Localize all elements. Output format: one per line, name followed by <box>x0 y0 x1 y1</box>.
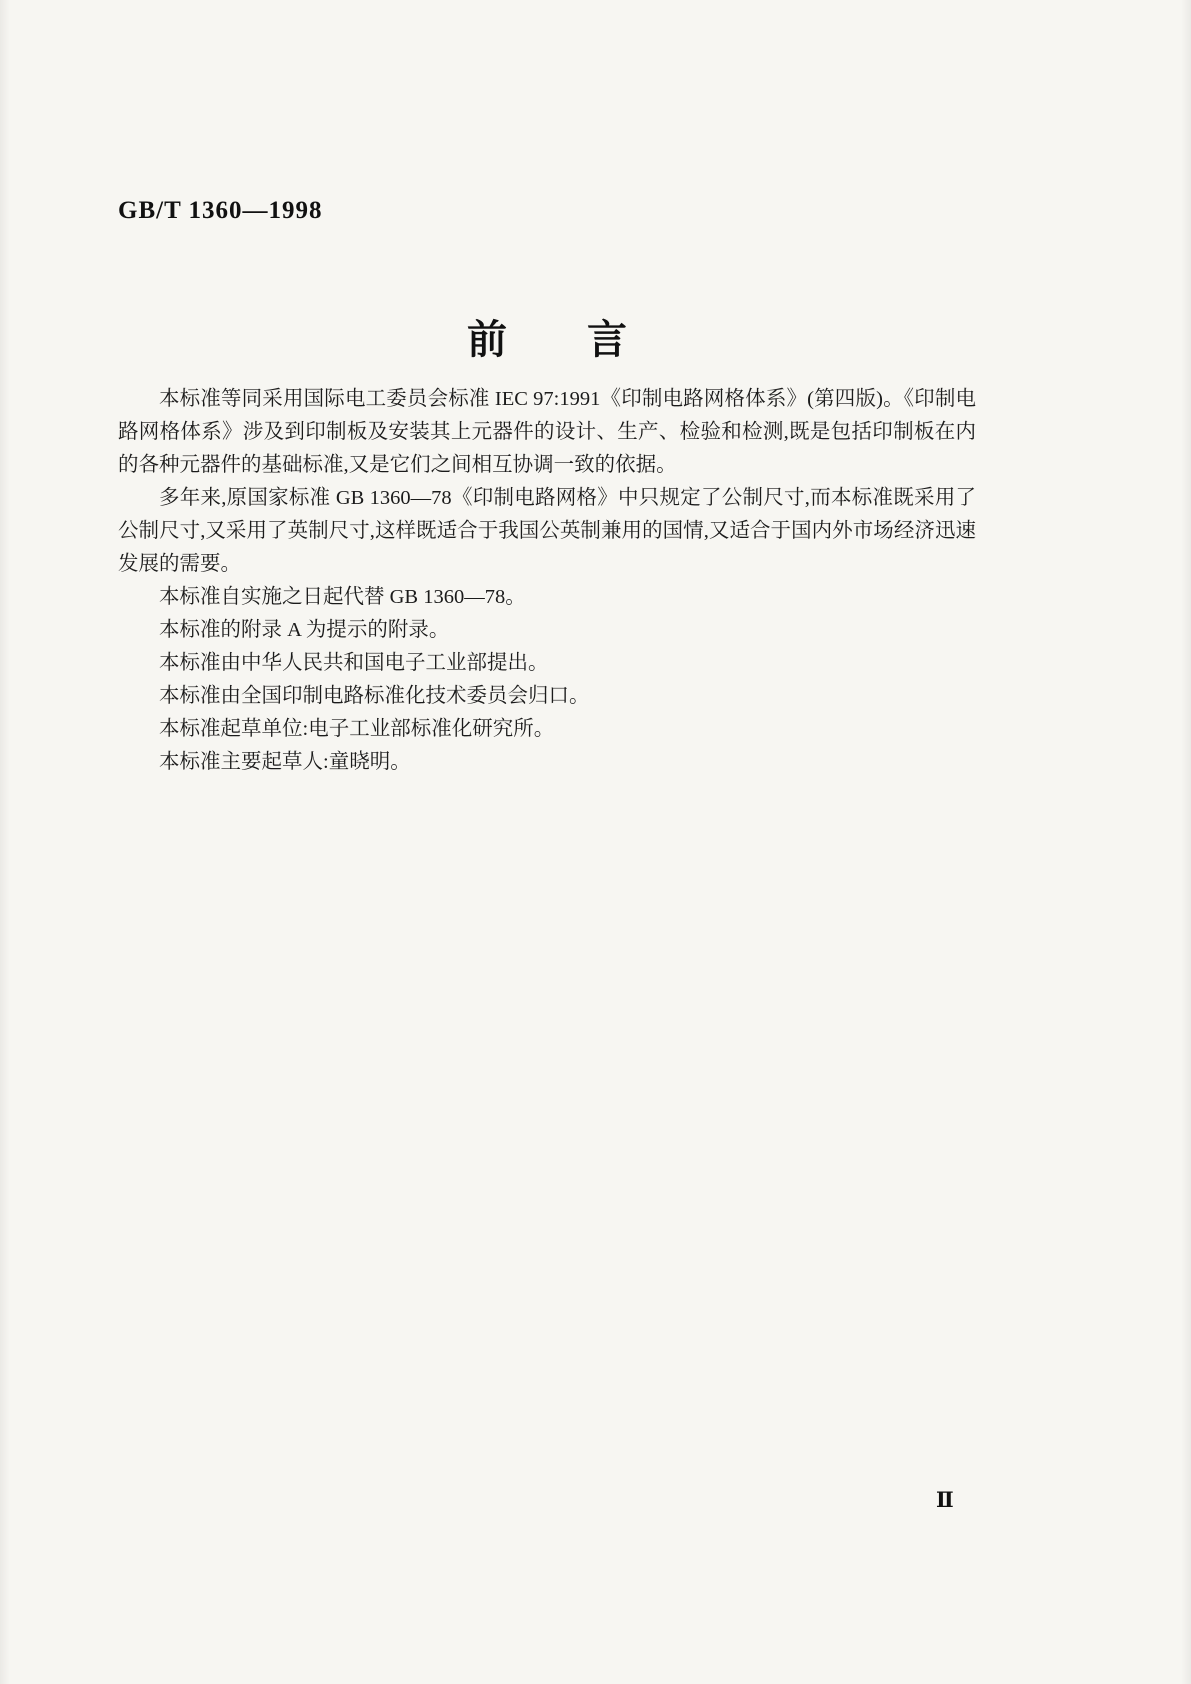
page-title: 前 言 <box>467 317 627 362</box>
page-number: Ⅱ <box>936 1488 954 1512</box>
scan-edge <box>1181 0 1191 1684</box>
paragraph: 本标准主要起草人:童晓明。 <box>159 751 411 773</box>
paragraph: 本标准起草单位:电子工业部标准化研究所。 <box>159 718 555 740</box>
scan-edge <box>0 0 10 1684</box>
standard-number: GB/T 1360—1998 <box>118 197 323 224</box>
paragraph: 本标准的附录 A 为提示的附录。 <box>159 619 450 641</box>
foreword-body <box>118 383 976 779</box>
paragraph: 本标准自实施之日起代替 GB 1360—78。 <box>159 586 526 608</box>
paragraph: 本标准由中华人民共和国电子工业部提出。 <box>159 652 549 674</box>
paragraph: 多年来,原国家标准 GB 1360—78《印制电路网格》中只规定了公制尺寸,而本标准既采用了公制尺寸,又采用了英制尺寸,这样既适合于我国公英制兼用的国情,又适合于国内外市场经济迅速发展的需要。 <box>118 487 976 575</box>
paragraph: 本标准由全国印制电路标准化技术委员会归口。 <box>159 685 590 707</box>
paragraph: 本标准等同采用国际电工委员会标准 IEC 97:1991《印制电路网格体系》(第四版)。《印制电路网格体系》涉及到印制板及安装其上元器件的设计、生产、检验和检测,既是包括印制板在内的各种元器件的基础标准,又是它们之间相互协调一致的依据。 <box>118 388 976 476</box>
